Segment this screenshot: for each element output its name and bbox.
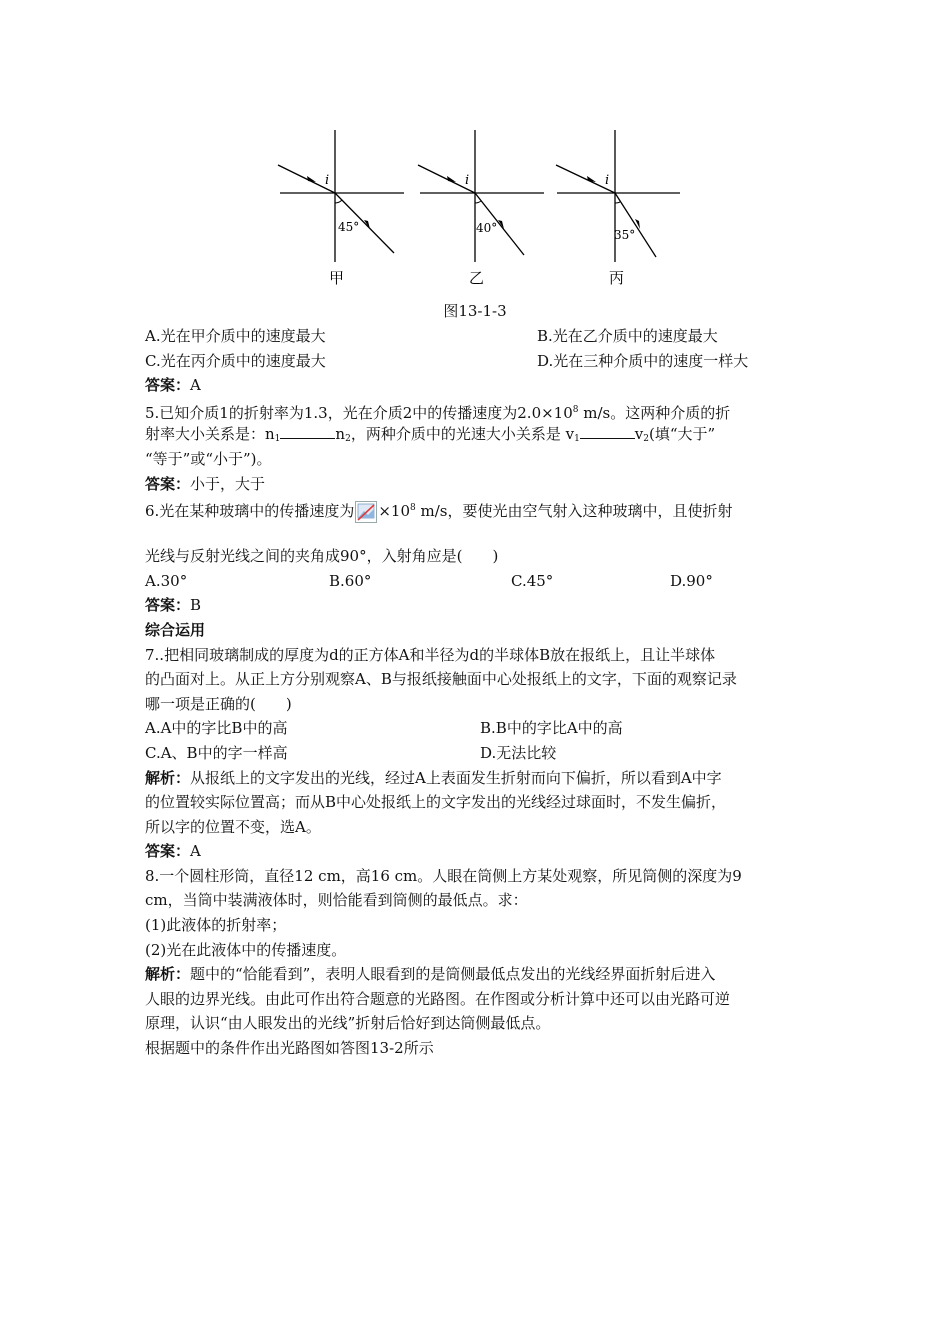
q8-line: cm，当筒中装满液体时，则恰能看到筒侧的最低点。求： — [145, 891, 528, 910]
q5-text: 5.已知介质1的折射率为1.3，光在介质2中的传播速度为2.0×10 — [145, 403, 573, 422]
q6-answer — [145, 593, 810, 618]
analysis-label: 解析： — [145, 768, 191, 787]
subscript: 1 — [574, 434, 580, 445]
q5-line1 — [145, 398, 810, 423]
analysis-text: 人眼的边界光线。由此可作出符合题意的光路图。在作图或分析计算中还可以由光路可逆 — [145, 989, 731, 1008]
q4-options-row2 — [145, 349, 810, 374]
q6-options — [145, 569, 810, 594]
answer-label: 答案： — [145, 842, 191, 861]
q6-text: 6.光在某种玻璃中的传播速度为 — [145, 502, 355, 521]
q5-line2 — [145, 422, 810, 447]
q6-text: ×10 — [378, 502, 410, 521]
analysis-text: 从报纸上的文字发出的光线，经过A上表面发生折射而向下偏折，所以看到A中字 — [190, 768, 722, 787]
analysis-text: 原理，认识“由人眼发出的光线”折射后恰好到达筒侧最低点。 — [145, 1014, 551, 1033]
q7-option-c: C.A、B中的字一样高 — [145, 743, 288, 762]
analysis-text: 所以字的位置不变，选A。 — [145, 817, 321, 836]
q8-line: (2)光在此液体中的传播速度。 — [145, 940, 347, 959]
exponent: 8 — [572, 404, 579, 415]
refraction-diagram — [272, 122, 680, 298]
q7-line: 7..把相同玻璃制成的厚度为d的正方体A和半径为d的半球体B放在报纸上，且让半球体 — [145, 645, 716, 664]
fill-blank-2 — [580, 424, 635, 439]
panel-label: 丙 — [609, 269, 625, 287]
q4-option-b: B.光在乙介质中的速度最大 — [537, 327, 718, 345]
q4-option-c: C.光在丙介质中的速度最大 — [145, 351, 326, 370]
refraction-figure — [272, 122, 680, 298]
q5-text: (填“大于” — [649, 425, 716, 444]
q7-option-b: B.B中的字比A中的高 — [480, 719, 623, 738]
q7-analysis — [145, 766, 810, 791]
q8-line: 8.一个圆柱形筒，直径12 cm，高16 cm。人眼在筒侧上方某处观察，所见筒侧的深度为9 — [145, 866, 742, 885]
q8-analysis — [145, 962, 810, 987]
analysis-label: 解析： — [145, 965, 191, 984]
q5-text: m/s。这两种介质的折 — [578, 403, 731, 422]
subscript: 2 — [345, 434, 351, 445]
q5-text: ，两种介质中的光速大小关系是 v — [350, 425, 575, 444]
q7-options-row1 — [145, 716, 810, 741]
document-body — [145, 324, 810, 1061]
analysis-text: 根据题中的条件作出光路图如答图13-2所示 — [145, 1039, 434, 1058]
q5-text: v — [634, 425, 644, 444]
refraction-angle-label: 40° — [476, 221, 498, 235]
answer-value: B — [190, 596, 202, 615]
analysis-text: 的位置较实际位置高；而从B中心处报纸上的文字发出的光线经过球面时，不发生偏折， — [145, 793, 727, 812]
q6-line1 — [145, 496, 810, 544]
q6-option-d: D.90° — [670, 571, 713, 590]
panel-label: 甲 — [329, 269, 345, 287]
panel-bing — [556, 130, 680, 287]
q5-line3: “等于”或“小于”)。 — [145, 449, 272, 468]
q6-option-b: B.60° — [329, 571, 372, 590]
answer-value: A — [190, 376, 201, 395]
panel-jia — [278, 130, 404, 287]
answer-value: 小于，大于 — [190, 474, 266, 493]
exponent: 8 — [409, 503, 416, 514]
q8-line: (1)此液体的折射率； — [145, 916, 287, 935]
subscript: 2 — [643, 434, 650, 445]
answer-label: 答案： — [145, 474, 191, 493]
answer-value: A — [190, 842, 201, 861]
answer-label: 答案： — [145, 376, 191, 395]
q6-line2: 光线与反射光线之间的夹角成90°，入射角应是( ) — [145, 547, 499, 566]
q5-text: 射率大小关系是：n — [145, 425, 275, 444]
q7-line: 哪一项是正确的( ) — [145, 694, 292, 713]
q7-option-d: D.无法比较 — [480, 743, 557, 762]
q7-option-a: A.A中的字比B中的高 — [145, 719, 288, 738]
q7-line: 的凸面对上。从正上方分别观察A、B与报纸接触面中心处报纸上的文字，下面的观察记录 — [145, 670, 737, 689]
section-heading: 综合运用 — [145, 620, 206, 639]
incident-angle-label: i — [465, 173, 470, 188]
answer-label: 答案： — [145, 596, 191, 615]
panel-label: 乙 — [469, 269, 485, 287]
refraction-angle-label: 35° — [614, 228, 636, 242]
q7-options-row2 — [145, 741, 810, 766]
incident-angle-label: i — [605, 173, 610, 188]
q5-text: n — [335, 425, 346, 444]
incident-angle-label: i — [325, 173, 330, 188]
figure-caption: 图13-1-3 — [443, 302, 507, 320]
panel-yi — [418, 130, 544, 287]
q4-option-d: D.光在三种介质中的速度一样大 — [537, 351, 749, 370]
q4-options-row1 — [145, 324, 810, 349]
q4-answer — [145, 373, 810, 398]
broken-image-icon — [354, 500, 378, 524]
q4-option-a: A.光在甲介质中的速度最大 — [145, 327, 326, 345]
fill-blank-1 — [280, 424, 335, 439]
q5-answer — [145, 472, 810, 497]
subscript: 1 — [274, 434, 281, 445]
refraction-angle-label: 45° — [338, 220, 360, 234]
analysis-text: 题中的“恰能看到”，表明人眼看到的是筒侧最低点发出的光线经界面折射后进入 — [190, 965, 716, 984]
q6-option-a: A.30° — [145, 571, 188, 590]
q7-answer — [145, 839, 810, 864]
q6-text: m/s，要使光由空气射入这种玻璃中，且使折射 — [415, 502, 733, 521]
q6-option-c: C.45° — [511, 571, 554, 590]
